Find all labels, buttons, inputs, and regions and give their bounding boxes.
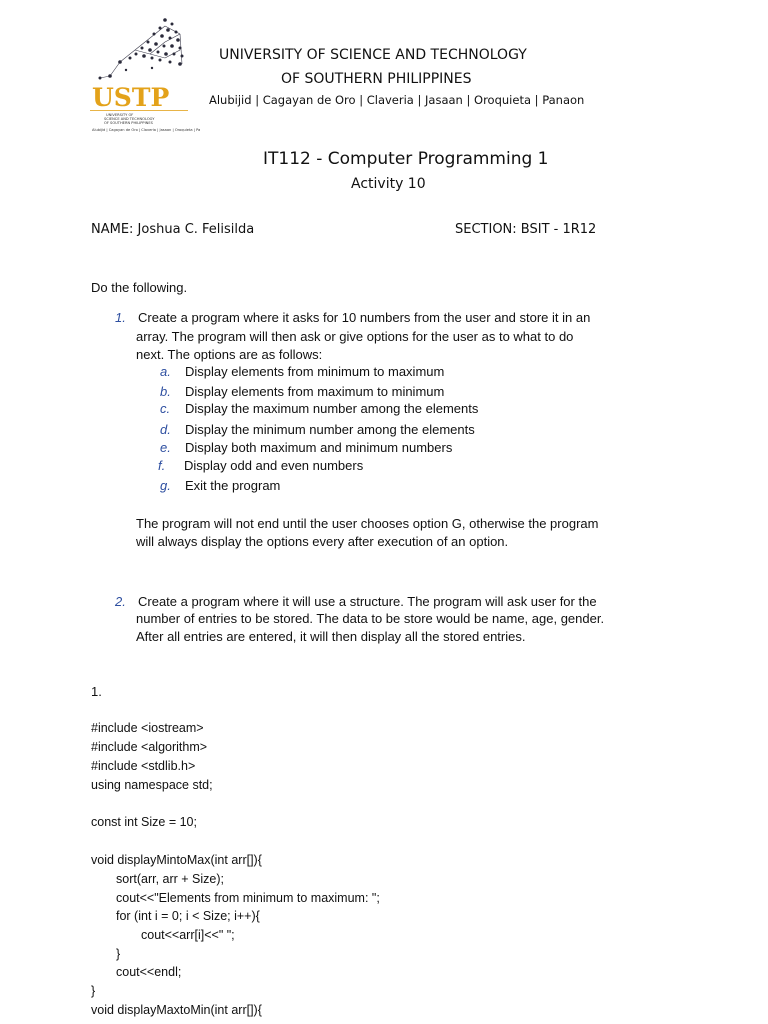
svg-text:OF SOUTHERN PHILIPPINES: OF SOUTHERN PHILIPPINES xyxy=(104,121,153,125)
task-line: Create a program where it will use a structure. The program will ask user for the xyxy=(138,594,597,609)
logo-wordmark: USTP xyxy=(92,83,170,112)
code-line: for (int i = 0; i < Size; i++){ xyxy=(116,909,260,923)
code-line: } xyxy=(91,984,96,998)
student-section: SECTION: BSIT - 1R12 xyxy=(455,222,597,237)
code-line: const int Size = 10; xyxy=(91,815,197,829)
ustp-logo xyxy=(90,14,200,134)
course-title: IT112 - Computer Programming 1 xyxy=(263,149,549,169)
option-letter: c. xyxy=(160,401,171,416)
svg-text:SCIENCE AND TECHNOLOGY: SCIENCE AND TECHNOLOGY xyxy=(104,117,155,121)
code-line: using namespace std; xyxy=(91,778,213,792)
option-text: Display odd and even numbers xyxy=(184,458,364,473)
answer-label: 1. xyxy=(91,684,102,699)
code-line: sort(arr, arr + Size); xyxy=(116,872,225,886)
code-line: cout<<"Elements from minimum to maximum: "; xyxy=(116,891,380,905)
code-line: cout<<endl; xyxy=(116,965,182,979)
task-line: next. The options are as follows: xyxy=(136,347,323,362)
task-number: 2. xyxy=(115,594,126,609)
task-number: 1. xyxy=(115,310,126,325)
option-text: Display both maximum and minimum numbers xyxy=(185,440,453,455)
task-line: After all entries are entered, it will then display all the stored entries. xyxy=(136,629,526,644)
task-line: Create a program where it asks for 10 numbers from the user and store it in an xyxy=(138,310,591,325)
code-line: void displayMaxtoMin(int arr[]){ xyxy=(91,1003,262,1017)
task-note-line: will always display the options every after execution of an option. xyxy=(136,534,509,549)
university-name-line1: UNIVERSITY OF SCIENCE AND TECHNOLOGY xyxy=(219,47,527,63)
svg-text:UNIVERSITY OF: UNIVERSITY OF xyxy=(106,113,134,117)
option-letter: a. xyxy=(160,364,171,379)
code-line: #include <algorithm> xyxy=(91,740,208,754)
option-letter: b. xyxy=(160,384,171,399)
student-name: NAME: Joshua C. Felisilda xyxy=(91,222,255,237)
code-line: #include <iostream> xyxy=(91,721,204,735)
code-line: } xyxy=(116,947,121,961)
option-letter: e. xyxy=(160,440,171,455)
code-line: cout<<arr[i]<<" "; xyxy=(141,928,235,942)
option-letter: f. xyxy=(158,458,166,473)
option-text: Display the maximum number among the elements xyxy=(185,401,479,416)
option-text: Exit the program xyxy=(185,478,281,493)
task-line: array. The program will then ask or give options for the user as to what to do xyxy=(136,329,574,344)
option-letter: g. xyxy=(160,478,171,493)
logo-network-graphic xyxy=(90,14,200,134)
svg-text:Alubijid | Cagayan de Oro | Cl: Alubijid | Cagayan de Oro | Claveria | Jasaan | Oroquieta | Panaon xyxy=(92,128,200,132)
task-note-line: The program will not end until the user chooses option G, otherwise the program xyxy=(136,516,599,531)
option-text: Display the minimum number among the elements xyxy=(185,422,475,437)
activity-title: Activity 10 xyxy=(351,176,426,192)
instructions: Do the following. xyxy=(91,280,188,295)
campus-list: Alubijid | Cagayan de Oro | Claveria | Jasaan | Oroquieta | Panaon xyxy=(209,93,585,107)
university-name-line2: OF SOUTHERN PHILIPPINES xyxy=(281,71,472,87)
option-text: Display elements from minimum to maximum xyxy=(185,364,445,379)
code-line: #include <stdlib.h> xyxy=(91,759,196,773)
task-line: number of entries to be stored. The data to be store would be name, age, gender. xyxy=(136,611,605,626)
option-letter: d. xyxy=(160,422,171,437)
option-text: Display elements from maximum to minimum xyxy=(185,384,445,399)
code-line: void displayMintoMax(int arr[]){ xyxy=(91,853,262,867)
